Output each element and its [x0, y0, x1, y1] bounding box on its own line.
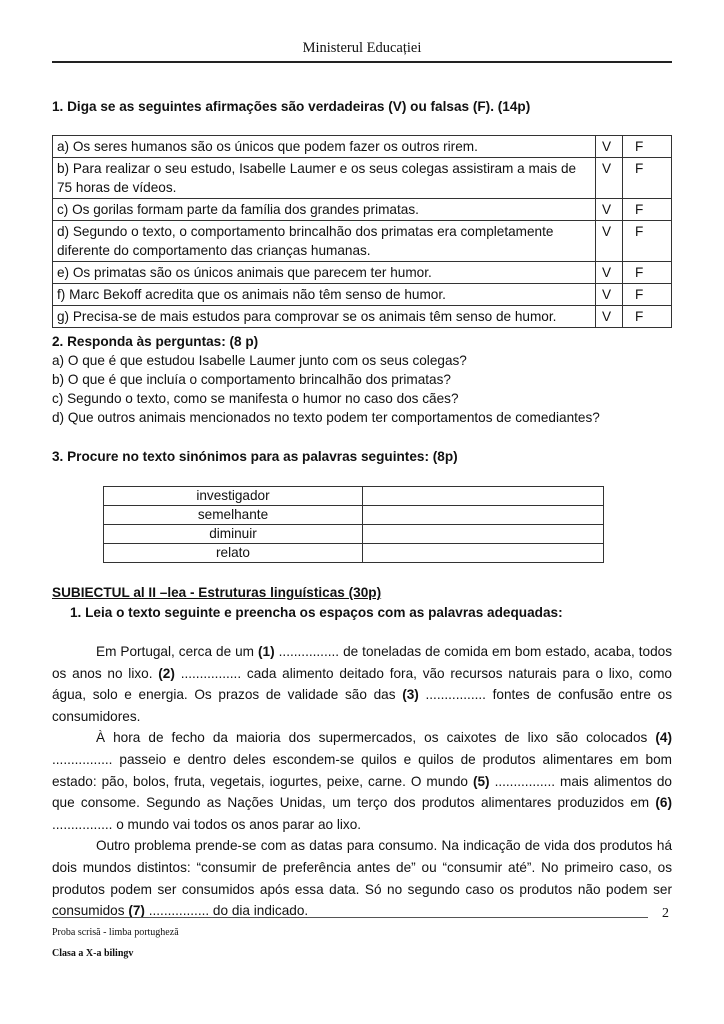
text-run: Outro problema prende-se com as datas para consumo. Na indicação de vida dos produtos há dois mundos distintos: “consumir de preferência antes de” ou “consumir até”. No primeiro caso, os produtos podem ser consumidos após essa data. Só no segundo caso os produtos não podem ser consumidos — [52, 838, 672, 919]
true-option[interactable]: V — [596, 306, 623, 328]
blank-gap: ................ — [494, 773, 556, 789]
table-row — [53, 136, 672, 158]
statement: e) Os primatas são os únicos animais que parecem ter humor. — [53, 262, 596, 284]
gap-number: (5) — [472, 773, 490, 789]
table-row — [53, 284, 672, 306]
section-title: SUBIECTUL al II –lea - Estruturas linguísticas (30p) — [52, 585, 382, 600]
word: semelhante — [104, 506, 363, 525]
true-option[interactable]: V — [596, 136, 623, 158]
false-option[interactable]: F — [623, 158, 672, 199]
table-row — [104, 525, 604, 544]
text-run: do dia indicado. — [209, 903, 309, 919]
q2-title: 2. Responda às perguntas: (8 p) — [52, 334, 259, 349]
answer-cell[interactable] — [363, 487, 604, 506]
false-option[interactable]: F — [623, 262, 672, 284]
blank-gap: ................ — [278, 644, 340, 659]
true-option[interactable]: V — [596, 284, 623, 306]
blank-gap: ................ — [52, 751, 113, 767]
text-run: fontes de confusão entre os consumidores. — [52, 687, 672, 724]
gap-number: (4) — [655, 730, 672, 746]
word: diminuir — [104, 525, 363, 544]
text-run: cada alimento deitado fora, vão recursos naturais para o lixo, como água, solo e energia. Os prazos de validade são das — [52, 665, 672, 703]
blank-gap: ................ — [148, 903, 210, 919]
table-row — [104, 487, 604, 506]
false-option[interactable]: F — [623, 221, 672, 262]
true-false-table — [52, 135, 672, 328]
synonyms-table — [103, 486, 604, 563]
table-row — [53, 199, 672, 221]
question: a) O que é que estudou Isabelle Laumer junto com os seus colegas? — [52, 353, 467, 368]
page-number: 2 — [662, 906, 669, 921]
true-option[interactable]: V — [596, 158, 623, 199]
gap-number: (7) — [128, 903, 145, 919]
false-option[interactable]: F — [623, 199, 672, 221]
statement: d) Segundo o texto, o comportamento brincalhão dos primatas era completamente diferente do comportamento das crianças humanas. — [53, 221, 596, 262]
true-option[interactable]: V — [596, 199, 623, 221]
statement: f) Marc Bekoff acredita que os animais não têm senso de humor. — [53, 284, 596, 306]
section-task: 1. Leia o texto seguinte e preencha os espaços com as palavras adequadas: — [70, 605, 563, 620]
footer-divider — [52, 917, 648, 918]
question: d) Que outros animais mencionados no texto podem ter comportamentos de comediantes? — [52, 410, 600, 425]
gap-number: (6) — [655, 795, 672, 811]
table-row — [104, 544, 604, 563]
text-run: mais alimentos do que consome. Segundo as Nações Unidas, um terço dos produtos alimentares produzidos em — [52, 773, 672, 811]
word: relato — [104, 544, 363, 563]
text-run: passeio e dentro deles escondem-se quilos e quilos de produtos alimentares em bom estado: pão, bolos, fruta, vegetais, iogurtes, peixe, carne. O mundo — [52, 751, 672, 789]
q1-title: 1. Diga se as seguintes afirmações são verdadeiras (V) ou falsas (F). (14p) — [52, 99, 531, 114]
text-run: o mundo vai todos os anos parar ao lixo. — [112, 816, 362, 832]
true-option[interactable]: V — [596, 262, 623, 284]
table-row — [53, 306, 672, 328]
gap-number: (2) — [158, 665, 175, 681]
statement: g) Precisa-se de mais estudos para comprovar se os animais têm senso de humor. — [53, 306, 596, 328]
table-row — [104, 506, 604, 525]
statement: c) Os gorilas formam parte da família dos grandes primatas. — [53, 199, 596, 221]
table-row — [53, 158, 672, 199]
answer-cell[interactable] — [363, 525, 604, 544]
blank-gap: ................ — [52, 816, 113, 832]
paragraph — [52, 835, 672, 921]
text-run: Em Portugal, cerca de um — [96, 644, 259, 659]
question: b) O que é que incluía o comportamento brincalhão dos primatas? — [52, 372, 451, 387]
footer-line1: Proba scrisă - limba portugheză — [52, 927, 179, 938]
question: c) Segundo o texto, como se manifesta o humor no caso dos cães? — [52, 391, 459, 406]
gap-fill-text — [52, 641, 672, 922]
table-row — [53, 221, 672, 262]
footer-line2: Clasa a X-a bilingv — [52, 948, 134, 959]
paragraph — [52, 727, 672, 835]
false-option[interactable]: F — [623, 284, 672, 306]
answer-cell[interactable] — [363, 506, 604, 525]
word: investigador — [104, 487, 363, 506]
page-header: Ministerul Educației — [52, 40, 672, 63]
paragraph — [52, 641, 672, 727]
text-run: de toneladas de comida em bom estado, acaba, todos os anos no lixo. — [52, 644, 673, 681]
false-option[interactable]: F — [623, 136, 672, 158]
statement: a) Os seres humanos são os únicos que podem fazer os outros rirem. — [53, 136, 596, 158]
blank-gap: ................ — [425, 687, 486, 703]
blank-gap: ................ — [180, 665, 242, 681]
false-option[interactable]: F — [623, 306, 672, 328]
text-run: À hora de fecho da maioria dos supermercados, os caixotes de lixo são colocados — [96, 730, 656, 746]
gap-number: (3) — [402, 687, 419, 703]
true-option[interactable]: V — [596, 221, 623, 262]
answer-cell[interactable] — [363, 544, 604, 563]
table-row — [53, 262, 672, 284]
q2-block — [52, 332, 600, 427]
q3-title: 3. Procure no texto sinónimos para as palavras seguintes: (8p) — [52, 449, 458, 464]
gap-number: (1) — [258, 644, 275, 659]
statement: b) Para realizar o seu estudo, Isabelle Laumer e os seus colegas assistiram a mais de 75 horas de vídeos. — [53, 158, 596, 199]
